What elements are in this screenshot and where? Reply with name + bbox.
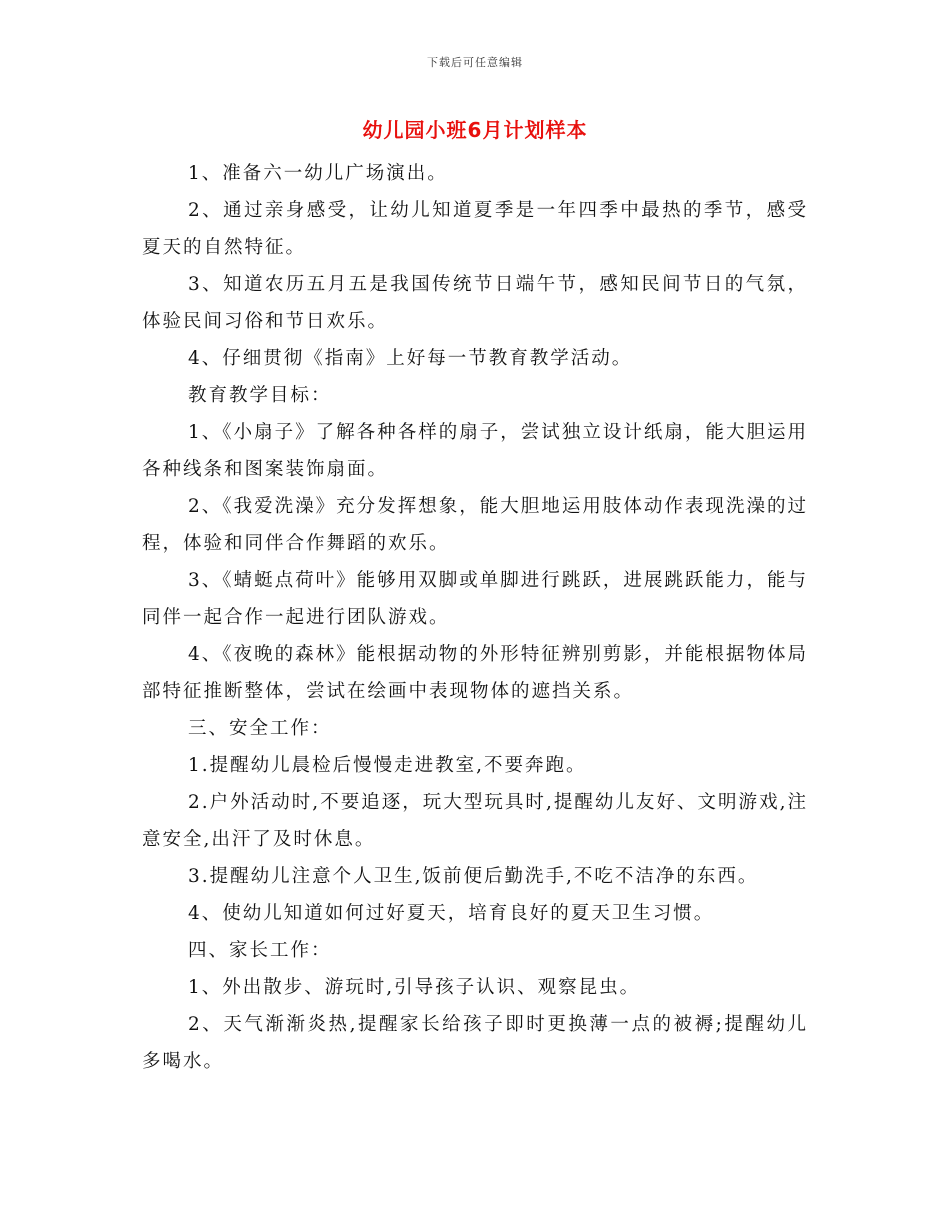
paragraph: 3.提醒幼儿注意个人卫生,饭前便后勤洗手,不吃不洁净的东西。: [188, 866, 759, 887]
paragraph: 3、《蜻蜓点荷叶》能够用双脚或单脚进行跳跃，进展跳跃能力，能与同伴一起合作一起进行团队游戏。: [142, 570, 808, 628]
paragraph: 2、通过亲身感受，让幼儿知道夏季是一年四季中最热的季节，感受夏天的自然特征。: [142, 200, 808, 258]
paragraph: 1、外出散步、游玩时,引导孩子认识、观察昆虫。: [188, 977, 641, 998]
paragraph: 3、知道农历五月五是我国传统节日端午节，感知民间节日的气氛，体验民间习俗和节日欢乐。: [142, 274, 808, 332]
paragraph: 1、《小扇子》了解各种各样的扇子，尝试独立设计纸扇，能大胆运用各种线条和图案装饰扇面。: [142, 422, 808, 480]
paragraph: 2、天气渐渐炎热,提醒家长给孩子即时更换薄一点的被褥;提醒幼儿多喝水。: [142, 1014, 808, 1072]
paragraph: 4、使幼儿知道如何过好夏天，培育良好的夏天卫生习惯。: [188, 903, 715, 924]
paragraph: 4、《夜晚的森林》能根据动物的外形特征辨别剪影，并能根据物体局部特征推断整体，尝试在绘画中表现物体的遮挡关系。: [142, 644, 808, 702]
paragraph: 1.提醒幼儿晨检后慢慢走进教室,不要奔跑。: [188, 755, 587, 776]
section-heading: 教育教学目标：: [188, 385, 332, 406]
paragraph: 2、《我爱洗澡》充分发挥想象，能大胆地运用肢体动作表现洗澡的过程，体验和同伴合作舞蹈的欢乐。: [142, 496, 808, 554]
header-note: 下载后可任意编辑: [427, 56, 523, 69]
paragraph: 2.户外活动时,不要追逐，玩大型玩具时,提醒幼儿友好、文明游戏,注意安全,出汗了及时休息。: [142, 792, 808, 850]
section-heading: 四、家长工作：: [188, 940, 332, 961]
paragraph: 4、仔细贯彻《指南》上好每一节教育教学活动。: [188, 348, 633, 369]
document-title: 幼儿园小班6月计划样本: [362, 118, 588, 142]
paragraph: 1、准备六一幼儿广场演出。: [188, 163, 448, 184]
document-body: [142, 155, 808, 1080]
section-heading: 三、安全工作：: [188, 718, 332, 739]
